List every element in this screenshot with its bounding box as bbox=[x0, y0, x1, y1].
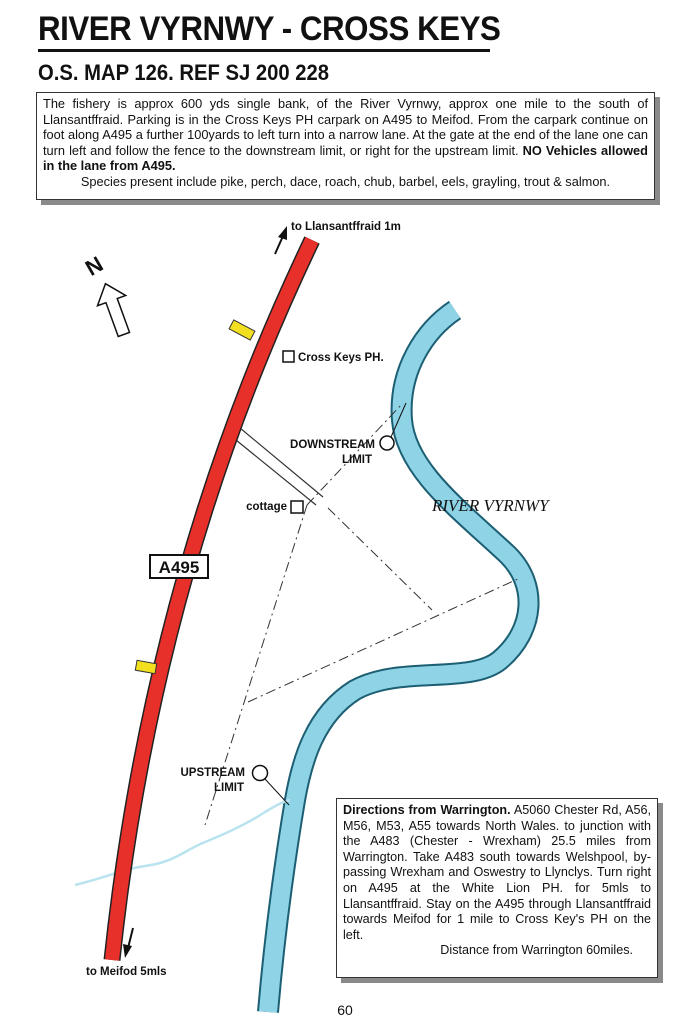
cottage-symbol-icon bbox=[291, 501, 303, 513]
upstream-limit-label-line1: UPSTREAM bbox=[180, 767, 245, 779]
north-arrow-icon bbox=[91, 279, 138, 340]
arrow-to-llansantffraid bbox=[275, 226, 287, 254]
page-title: RIVER VYRNWY - CROSS KEYS bbox=[38, 10, 501, 48]
north-letter: N bbox=[80, 251, 108, 281]
distance-text: Distance from Warrington 60miles. bbox=[440, 943, 633, 958]
road-marker-south bbox=[135, 660, 156, 673]
page-number: 60 bbox=[337, 1002, 353, 1018]
map-reference: O.S. MAP 126. REF SJ 200 228 bbox=[38, 60, 330, 85]
tributary-stream bbox=[75, 800, 290, 885]
cottage-label: cottage bbox=[246, 501, 287, 513]
directions-heading: Directions from Warrington. bbox=[343, 803, 511, 817]
road-label: A495 bbox=[158, 558, 200, 577]
info-text: The fishery is approx 600 yds single bank, of the River Vyrnwy, approx one mile to the south of Llansantffraid. Parking is in the Cross Keys PH carpark on A495 to Meifod. From the carpark continue on foot along A495 a further 100yards to left turn into a narrow lane. At the gate at the end of the lane one can turn left and follow the fence to the downstream limit, or right for the upstream limit. bbox=[43, 96, 648, 158]
fence-paths bbox=[205, 403, 520, 825]
directions-box bbox=[336, 798, 658, 978]
directions-text: A5060 Chester Rd, A56, M56, M53, A55 towards North Wales. to junction with the A483 (Chester - Wrexham) 25.5 miles from Warrington. Take A483 south towards Welshpool, by-passing Wrexham and Oswestry to Llynclys. Turn right on A495 at the White Lion PH. for 5mls to Llansantffraid. Stay on the A495 through Llansantffraid towards Meifod for 1 mile to Cross Key's PH on the left. bbox=[343, 803, 652, 942]
pub-symbol-icon bbox=[283, 351, 294, 362]
carpark-marker bbox=[229, 320, 255, 340]
pub-label: Cross Keys PH. bbox=[298, 352, 384, 364]
arrow-to-meifod bbox=[123, 928, 133, 958]
downstream-limit-marker bbox=[380, 436, 394, 450]
to-llansantffraid-label: to Llansantffraid 1m bbox=[291, 221, 401, 233]
to-meifod-label: to Meifod 5mls bbox=[86, 966, 167, 978]
downstream-limit-label-line1: DOWNSTREAM bbox=[290, 439, 375, 451]
path-cottage-river bbox=[328, 508, 432, 610]
downstream-limit-label-line2: LIMIT bbox=[341, 454, 372, 466]
vehicle-warning: NO Vehicles allowed in the lane from A495. bbox=[43, 142, 648, 174]
river-label: RIVER VYRNWY bbox=[432, 496, 549, 515]
species-text: Species present include pike, perch, dace, roach, chub, barbel, eels, grayling, trout & salmon. bbox=[80, 173, 611, 189]
upstream-limit-marker bbox=[253, 766, 268, 781]
upstream-limit-label-line2: LIMIT bbox=[213, 782, 244, 794]
